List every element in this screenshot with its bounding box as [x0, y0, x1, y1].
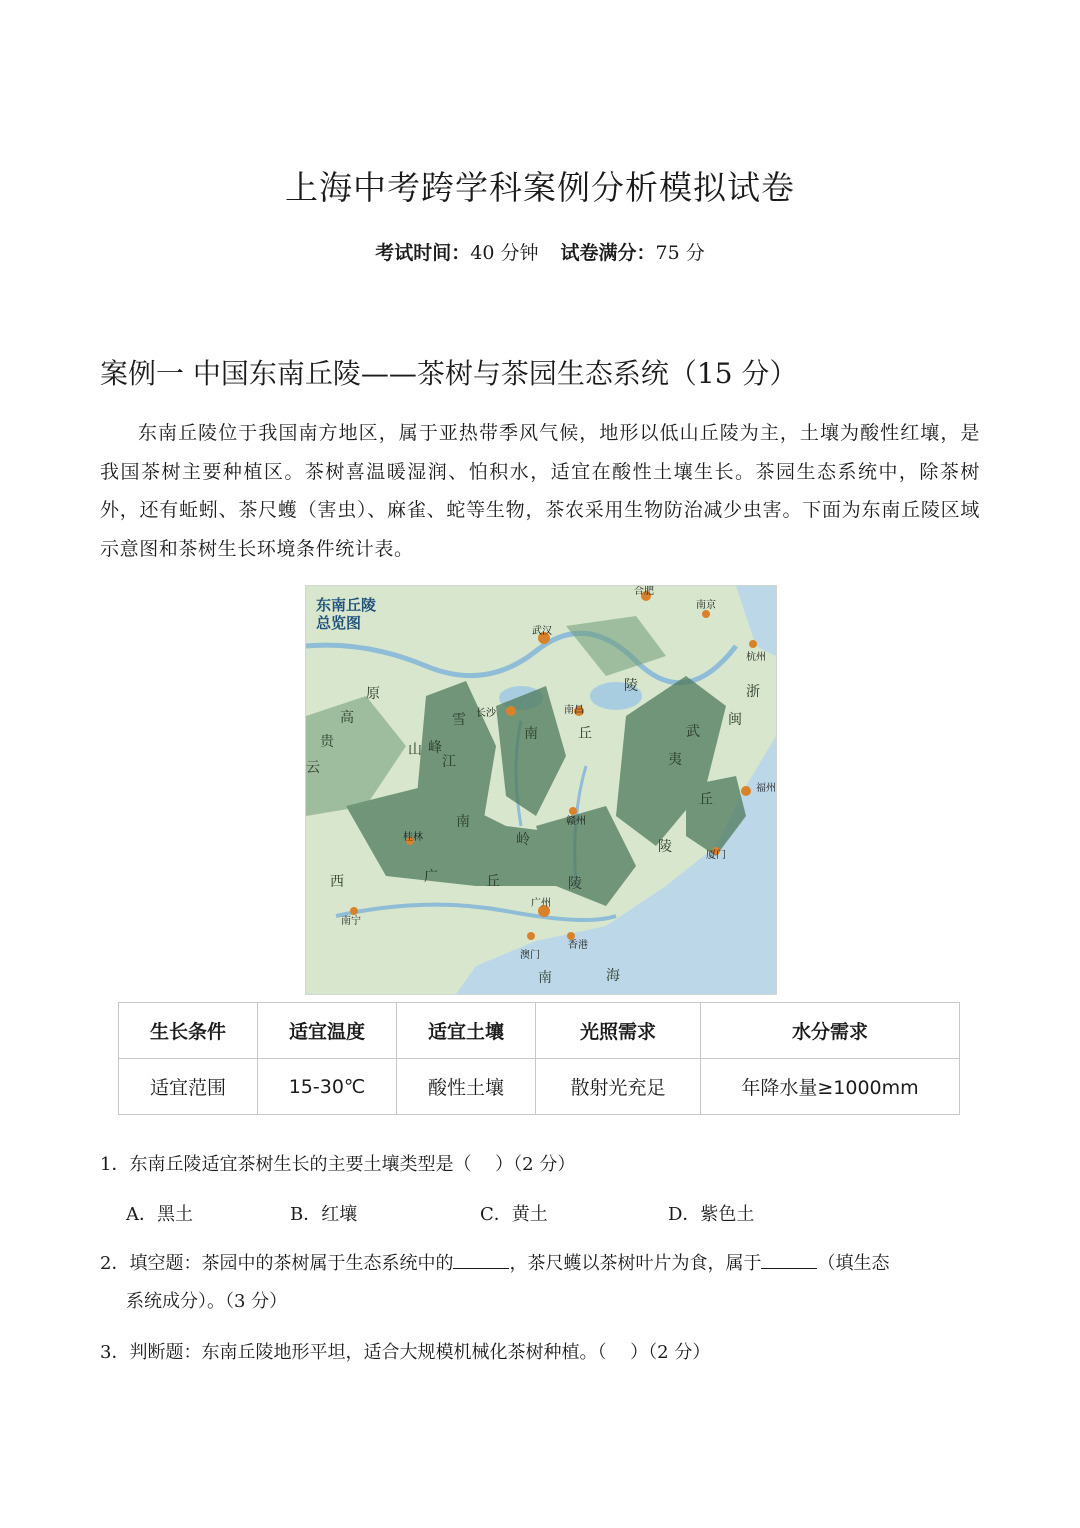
map-title-line1: 东南丘陵	[316, 596, 377, 614]
region-char: 云	[306, 760, 320, 776]
case1-intro: 东南丘陵位于我国南方地区，属于亚热带季风气候，地形以低山丘陵为主，土壤为酸性红壤，是我国茶树主要种植区。茶树喜温暖湿润、怕积水，适宜在酸性土壤生长。茶园生态系统中，除茶树外，还有蚯蚓、茶尺蠖（害虫）、麻雀、蛇等生物，茶农采用生物防治减少虫害。下面为东南丘陵区域示意图和茶树生长环境条件统计表。	[100, 422, 980, 560]
southeast-hills-map	[305, 585, 777, 995]
question-2-text-1: 2．填空题：茶园中的茶树属于生态系统中的	[100, 1253, 454, 1274]
place-ganzhou: 赣州	[566, 816, 586, 827]
region-char: 丘	[578, 726, 592, 742]
region-char: 夷	[668, 752, 682, 768]
region-char: 峰	[428, 740, 442, 756]
region-char: 贵	[320, 734, 334, 750]
region-char: 岭	[516, 832, 530, 848]
table-cell: 15-30℃	[258, 1059, 397, 1115]
region-char: 山	[408, 742, 422, 758]
region-char: 南	[456, 814, 470, 830]
score-value: 75 分	[655, 242, 705, 264]
answer-blank-1[interactable]	[453, 1250, 509, 1269]
table-cell: 适宜范围	[119, 1059, 258, 1115]
place-wuhan: 武汉	[532, 626, 552, 637]
case1-heading: 案例一 中国东南丘陵——茶树与茶园生态系统（15 分）	[100, 357, 798, 390]
table-header: 光照需求	[536, 1003, 701, 1059]
option-a: A．黑土	[126, 1204, 193, 1225]
region-char: 江	[442, 754, 456, 770]
place-xiamen: 厦门	[706, 850, 726, 861]
region-char: 武	[686, 724, 700, 740]
place-changsha: 长沙	[476, 708, 496, 719]
region-char: 浙	[746, 684, 760, 700]
map-title-line2: 总览图	[316, 614, 362, 632]
time-label: 考试时间：	[375, 242, 471, 264]
place-macau: 澳门	[520, 950, 540, 961]
question-3: 3．判断题：东南丘陵地形平坦，适合大规模机械化茶树种植。（ ）（2 分）	[100, 1342, 711, 1363]
place-nanjing: 南京	[696, 600, 716, 611]
table-header: 生长条件	[119, 1003, 258, 1059]
place-fuzhou: 福州	[756, 783, 776, 794]
region-char: 陵	[658, 839, 672, 855]
table-cell: 酸性土壤	[397, 1059, 536, 1115]
region-char: 西	[330, 874, 344, 890]
place-guilin: 桂林	[403, 832, 423, 843]
region-char: 海	[606, 968, 620, 984]
table-header: 适宜土壤	[397, 1003, 536, 1059]
region-char: 陵	[624, 678, 638, 694]
table-header: 水分需求	[701, 1003, 960, 1059]
place-hefei: 合肥	[634, 586, 654, 597]
option-c: C．黄土	[480, 1204, 548, 1225]
answer-blank-2[interactable]	[761, 1250, 817, 1269]
question-2	[100, 1245, 980, 1321]
region-char: 南	[538, 970, 552, 986]
region-char: 陵	[568, 876, 582, 892]
region-char: 原	[366, 686, 380, 702]
place-nanchang: 南昌	[564, 705, 584, 716]
region-char: 闽	[728, 712, 742, 728]
place-guangzhou: 广州	[531, 898, 551, 909]
time-value: 40 分钟	[470, 242, 539, 264]
place-nanning: 南宁	[341, 916, 361, 927]
region-char: 广	[424, 869, 438, 885]
map-illustration	[306, 586, 776, 994]
region-char: 雪	[452, 712, 466, 728]
growth-conditions-table	[118, 1002, 960, 1115]
region-char: 丘	[486, 874, 500, 890]
question-1-options	[126, 1200, 926, 1232]
exam-meta	[0, 238, 1080, 265]
option-d: D．紫色土	[668, 1204, 755, 1225]
region-char: 丘	[699, 792, 713, 808]
region-char: 高	[340, 710, 354, 726]
question-2-text-3: （填生态	[817, 1253, 890, 1274]
question-2-text-2: ，茶尺蠖以茶树叶片为食，属于	[509, 1253, 762, 1274]
option-b: B．红壤	[290, 1204, 358, 1225]
place-hangzhou: 杭州	[746, 652, 766, 663]
table-header-row	[119, 1003, 960, 1059]
place-hongkong: 香港	[568, 940, 588, 951]
table-cell: 年降水量≥1000mm	[701, 1059, 960, 1115]
exam-title: 上海中考跨学科案例分析模拟试卷	[285, 168, 795, 207]
question-2-line-2: 系统成分）。（3 分）	[126, 1291, 288, 1312]
region-char: 南	[524, 726, 538, 742]
question-1: 1．东南丘陵适宜茶树生长的主要土壤类型是（ ）（2 分）	[100, 1154, 576, 1175]
table-header: 适宜温度	[258, 1003, 397, 1059]
score-label: 试卷满分：	[560, 242, 656, 264]
table-row	[119, 1059, 960, 1115]
table-cell: 散射光充足	[536, 1059, 701, 1115]
